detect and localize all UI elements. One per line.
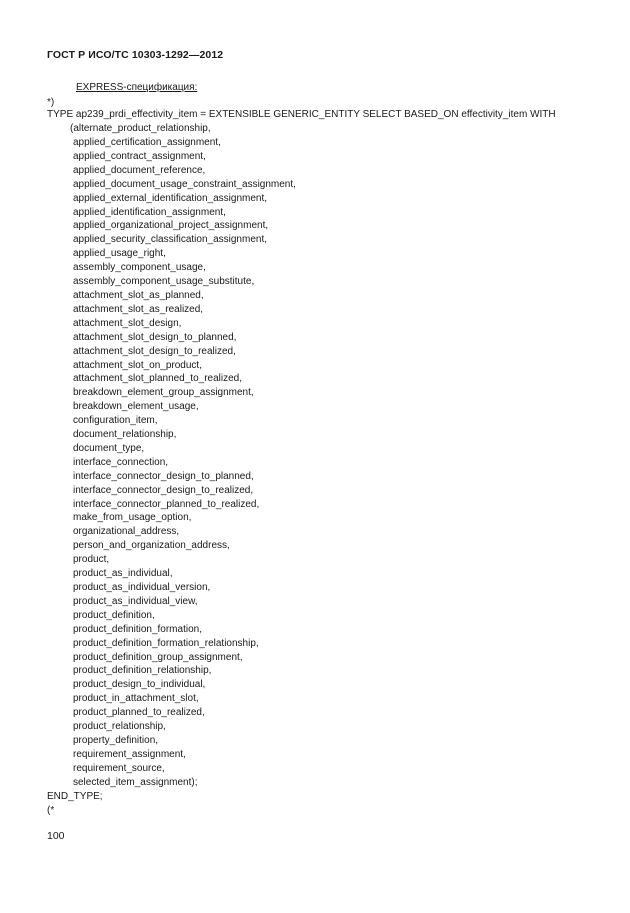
select-item: attachment_slot_on_product,: [73, 359, 202, 371]
select-item: product_definition_formation,: [73, 623, 202, 635]
select-item: product_as_individual,: [73, 568, 173, 580]
select-item: applied_security_classification_assignment,: [73, 234, 267, 246]
select-item: applied_external_identification_assignment,: [73, 192, 268, 204]
select-item: attachment_slot_design_to_realized,: [73, 345, 236, 357]
select-item: product_in_attachment_slot,: [73, 693, 199, 705]
express-spec-title: EXPRESS-спецификация:: [76, 82, 198, 93]
select-item: applied_usage_right,: [73, 248, 166, 260]
select-item: product_definition_formation_relationship,: [73, 637, 259, 649]
select-item: interface_connection,: [73, 456, 169, 468]
select-item: attachment_slot_design_to_planned,: [73, 331, 237, 343]
select-item: assembly_component_usage_substitute,: [73, 276, 255, 288]
page-number: 100: [47, 830, 65, 842]
select-item: applied_certification_assignment,: [73, 137, 221, 148]
select-item: product_relationship,: [73, 721, 166, 733]
select-item: applied_identification_assignment,: [73, 206, 226, 218]
select-item: attachment_slot_design,: [73, 317, 182, 329]
type-declaration-line: TYPE ap239_prdi_effectivity_item = EXTENSIBLE GENERIC_ENTITY SELECT BASED_ON effectivity_item WITH: [47, 109, 556, 120]
select-item: requirement_source,: [73, 762, 165, 774]
select-item: organizational_address,: [73, 526, 180, 538]
select-item: person_and_organization_address,: [73, 540, 230, 552]
select-item: product_definition_group_assignment,: [73, 651, 243, 663]
end-type-line: END_TYPE;: [47, 791, 103, 802]
select-item: make_from_usage_option,: [73, 512, 192, 524]
select-item: attachment_slot_as_realized,: [73, 303, 204, 315]
select-item: product_definition_relationship,: [73, 665, 212, 677]
select-item: product_design_to_individual,: [73, 679, 206, 691]
comment-close: (*: [47, 805, 55, 816]
select-item: applied_document_usage_constraint_assignment,: [73, 178, 296, 190]
select-item: property_definition,: [73, 734, 159, 746]
select-item: product_planned_to_realized,: [73, 707, 205, 719]
select-item: interface_connector_planned_to_realized,: [73, 498, 260, 510]
comment-open: *): [47, 97, 55, 108]
select-item: breakdown_element_usage,: [73, 401, 199, 413]
select-item: product_as_individual_version,: [73, 582, 211, 593]
select-item: product,: [73, 554, 110, 566]
select-item: applied_organizational_project_assignment,: [73, 220, 269, 232]
select-item: applied_contract_assignment,: [73, 150, 206, 162]
select-item: attachment_slot_as_planned,: [73, 289, 204, 301]
select-item-list: [73, 136, 296, 790]
select-item: applied_document_reference,: [73, 164, 206, 176]
select-item: attachment_slot_planned_to_realized,: [73, 373, 243, 385]
select-item: product_definition,: [73, 609, 155, 621]
select-item: document_relationship,: [73, 429, 177, 441]
document-header: ГОСТ Р ИСО/ТС 10303-1292—2012: [47, 49, 224, 61]
first-select-item: (alternate_product_relationship,: [70, 123, 211, 134]
select-item: requirement_assignment,: [73, 748, 186, 760]
select-item: selected_item_assignment);: [73, 776, 198, 788]
select-item: interface_connector_design_to_realized,: [73, 484, 254, 496]
select-item: configuration_item,: [73, 415, 158, 427]
select-item: breakdown_element_group_assignment,: [73, 387, 254, 399]
select-item: document_type,: [73, 442, 145, 454]
select-item: product_as_individual_view,: [73, 595, 198, 607]
select-item: assembly_component_usage,: [73, 262, 206, 274]
select-item: interface_connector_design_to_planned,: [73, 470, 254, 482]
